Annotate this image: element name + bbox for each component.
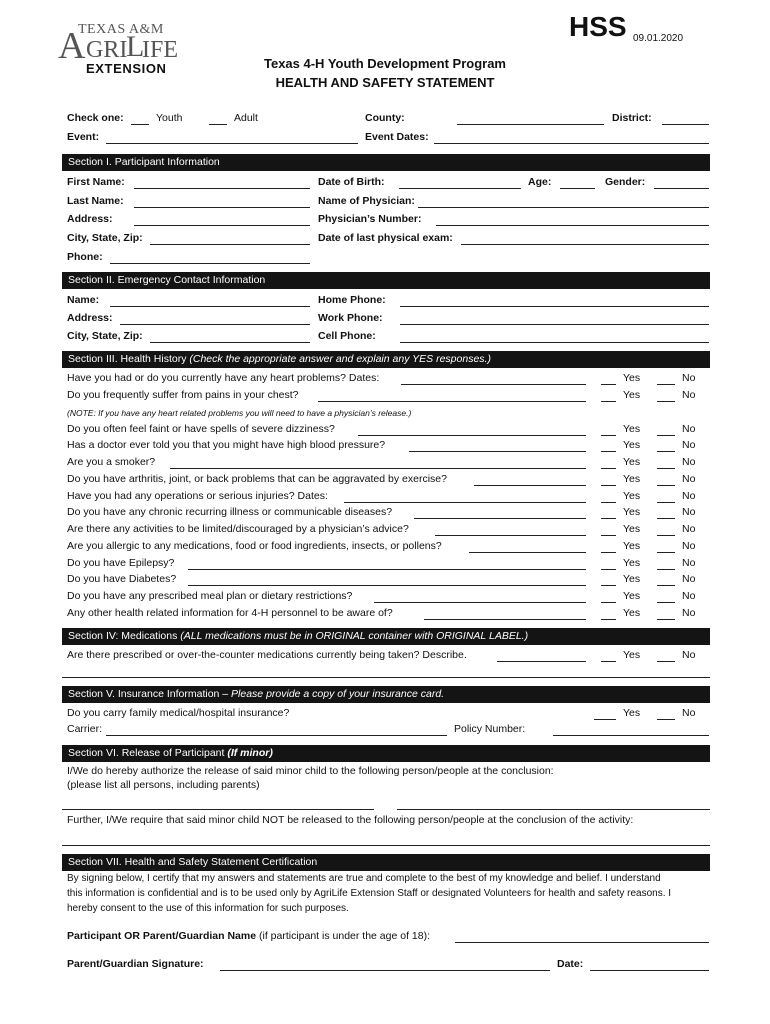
form-title-statement: HEALTH AND SAFETY STATEMENT bbox=[275, 75, 495, 90]
last-name-field[interactable] bbox=[134, 207, 310, 208]
gender-field[interactable] bbox=[654, 188, 709, 189]
health-no-checkbox-q12[interactable] bbox=[657, 585, 675, 586]
health-explain-field-q7[interactable] bbox=[344, 502, 586, 503]
health-no-label-q3: No bbox=[682, 423, 696, 435]
not-release-text: Further, I/We require that said minor child NOT be released to the following person/people at the conclusion of the activity: bbox=[67, 814, 634, 826]
medications-no-label: No bbox=[682, 649, 696, 661]
health-question-q11: Do you have Epilepsy? bbox=[67, 557, 175, 569]
release-text: I/We do hereby authorize the release of said minor child to the following person/people at the conclusion: bbox=[67, 765, 554, 777]
health-explain-field-q11[interactable] bbox=[188, 569, 586, 570]
form-code: HSS bbox=[569, 11, 627, 42]
check-one-label: Check one: bbox=[67, 112, 124, 124]
release-person-field-1[interactable] bbox=[62, 809, 374, 810]
certification-line-3: hereby consent to the use of this information for such purposes. bbox=[67, 903, 349, 914]
section-6-note: (If minor) bbox=[227, 747, 273, 759]
health-yes-label-q1: Yes bbox=[623, 372, 641, 384]
section-5-title: Section V. Insurance Information – bbox=[68, 688, 229, 700]
health-yes-checkbox-q7[interactable] bbox=[601, 502, 616, 503]
policy-label: Policy Number: bbox=[454, 723, 526, 735]
physician-number-label: Physician’s Number: bbox=[318, 213, 422, 225]
youth-label: Youth bbox=[156, 112, 183, 124]
insurance-question: Do you carry family medical/hospital insurance? bbox=[67, 707, 290, 719]
carrier-field[interactable] bbox=[106, 735, 447, 736]
health-explain-field-q12[interactable] bbox=[188, 585, 586, 586]
health-yes-checkbox-q12[interactable] bbox=[601, 585, 616, 586]
ec-address-field[interactable] bbox=[120, 324, 310, 325]
event-dates-field[interactable] bbox=[434, 143, 709, 144]
gender-label: Gender: bbox=[605, 176, 646, 188]
medications-field[interactable] bbox=[497, 661, 586, 662]
last-physical-label: Date of last physical exam: bbox=[318, 232, 453, 244]
county-label: County: bbox=[365, 112, 405, 124]
form-title-program: Texas 4-H Youth Development Program bbox=[263, 56, 506, 71]
health-question-q8: Do you have any chronic recurring illness or communicable diseases? bbox=[67, 506, 393, 518]
section-5-note: Please provide a copy of your insurance card. bbox=[231, 688, 445, 700]
last-name-label: Last Name: bbox=[67, 195, 124, 207]
health-question-q7: Have you had any operations or serious injuries? Dates: bbox=[67, 490, 328, 502]
participant-name-note: (if participant is under the age of 18): bbox=[258, 930, 430, 942]
first-name-field[interactable] bbox=[134, 188, 310, 189]
insurance-yes-label: Yes bbox=[623, 707, 641, 719]
home-phone-field[interactable] bbox=[400, 306, 709, 307]
city-label: City, State, Zip: bbox=[67, 232, 143, 244]
signature-label: Parent/Guardian Signature: bbox=[67, 958, 204, 970]
health-explain-field-q8[interactable] bbox=[414, 518, 586, 519]
date-label: Date: bbox=[557, 958, 584, 970]
health-no-checkbox-q14[interactable] bbox=[657, 619, 675, 620]
health-explain-field-q10[interactable] bbox=[469, 552, 586, 553]
health-explain-field-q9[interactable] bbox=[435, 535, 586, 536]
last-physical-field[interactable] bbox=[461, 244, 709, 245]
section-2-header: Section II. Emergency Contact Information bbox=[62, 272, 710, 289]
release-text-note: (please list all persons, including parents) bbox=[67, 779, 260, 791]
health-no-checkbox-q1[interactable] bbox=[657, 384, 675, 385]
date-field[interactable] bbox=[590, 970, 709, 971]
health-yes-label-q12: Yes bbox=[623, 573, 641, 585]
health-question-q12: Do you have Diabetes? bbox=[67, 573, 177, 585]
section-4-header bbox=[62, 628, 710, 645]
health-explain-field-q13[interactable] bbox=[374, 602, 586, 603]
health-explain-field-q1[interactable] bbox=[401, 384, 586, 385]
section-5-header bbox=[62, 686, 710, 703]
health-yes-checkbox-q2[interactable] bbox=[601, 401, 616, 402]
health-yes-checkbox-q10[interactable] bbox=[601, 552, 616, 553]
health-question-q4: Has a doctor ever told you that you might have high blood pressure? bbox=[67, 439, 386, 451]
health-no-label-q8: No bbox=[682, 506, 696, 518]
health-yes-label-q7: Yes bbox=[623, 490, 641, 502]
health-yes-checkbox-q11[interactable] bbox=[601, 569, 616, 570]
event-dates-label: Event Dates: bbox=[365, 131, 429, 143]
health-yes-checkbox-q1[interactable] bbox=[601, 384, 616, 385]
section-3-header bbox=[62, 351, 710, 368]
health-no-checkbox-q2[interactable] bbox=[657, 401, 675, 402]
health-yes-checkbox-q5[interactable] bbox=[601, 468, 616, 469]
health-question-q3: Do you often feel faint or have spells of severe dizziness? bbox=[67, 423, 335, 435]
health-yes-label-q8: Yes bbox=[623, 506, 641, 518]
form-date: 09.01.2020 bbox=[633, 33, 684, 44]
medications-question: Are there prescribed or over-the-counter medications currently being taken? Describe. bbox=[67, 649, 467, 661]
health-yes-checkbox-q13[interactable] bbox=[601, 602, 616, 603]
district-field[interactable] bbox=[662, 124, 709, 125]
health-question-q1: Have you had or do you currently have any heart problems? Dates: bbox=[67, 372, 380, 384]
health-yes-checkbox-q3[interactable] bbox=[601, 435, 616, 436]
health-explain-field-q6[interactable] bbox=[474, 485, 586, 486]
health-no-label-q1: No bbox=[682, 372, 696, 384]
health-yes-label-q2: Yes bbox=[623, 389, 641, 401]
health-yes-label-q4: Yes bbox=[623, 439, 641, 451]
physician-label: Name of Physician: bbox=[318, 195, 415, 207]
address-label: Address: bbox=[67, 213, 113, 225]
health-explain-field-q3[interactable] bbox=[358, 435, 586, 436]
first-name-label: First Name: bbox=[67, 176, 125, 188]
health-explain-field-q5[interactable] bbox=[170, 468, 586, 469]
participant-name-label: Participant OR Parent/Guardian Name bbox=[67, 930, 257, 942]
dob-label: Date of Birth: bbox=[318, 176, 385, 188]
health-no-label-q12: No bbox=[682, 573, 696, 585]
event-label: Event: bbox=[67, 131, 100, 143]
section-6-title: Section VI. Release of Participant bbox=[68, 747, 225, 759]
heart-note: (NOTE: If you have any heart related problems you will need to have a physician’s release.) bbox=[67, 408, 412, 418]
signature-field[interactable] bbox=[220, 970, 550, 971]
work-phone-field[interactable] bbox=[400, 324, 709, 325]
physician-number-field[interactable] bbox=[436, 225, 709, 226]
logo-l-letter: L bbox=[126, 30, 145, 63]
age-label: Age: bbox=[528, 176, 552, 188]
certification-line-2: this information is confidential and is to be used only by AgriLife Extension Staff or designated Volunteers for health and safety reasons. I bbox=[67, 888, 672, 899]
ec-city-label: City, State, Zip: bbox=[67, 330, 143, 342]
physician-field[interactable] bbox=[418, 207, 709, 208]
health-no-label-q14: No bbox=[682, 607, 696, 619]
health-question-q6: Do you have arthritis, joint, or back problems that can be aggravated by exercise? bbox=[67, 473, 447, 485]
event-field[interactable] bbox=[106, 143, 358, 144]
health-yes-checkbox-q9[interactable] bbox=[601, 535, 616, 536]
section-4-title: Section IV: Medications bbox=[68, 630, 178, 642]
dob-field[interactable] bbox=[399, 188, 521, 189]
health-no-checkbox-q6[interactable] bbox=[657, 485, 675, 486]
carrier-label: Carrier: bbox=[67, 723, 103, 735]
health-no-label-q10: No bbox=[682, 540, 696, 552]
home-phone-label: Home Phone: bbox=[318, 294, 386, 306]
health-no-checkbox-q4[interactable] bbox=[657, 451, 675, 452]
phone-label: Phone: bbox=[67, 251, 103, 263]
health-yes-label-q14: Yes bbox=[623, 607, 641, 619]
policy-field[interactable] bbox=[553, 735, 709, 736]
health-yes-checkbox-q8[interactable] bbox=[601, 518, 616, 519]
not-release-field[interactable] bbox=[62, 845, 710, 846]
health-no-label-q9: No bbox=[682, 523, 696, 535]
health-yes-label-q3: Yes bbox=[623, 423, 641, 435]
section-7-header: Section VII. Health and Safety Statement Certification bbox=[62, 854, 710, 871]
health-no-label-q7: No bbox=[682, 490, 696, 502]
section-6-header bbox=[62, 745, 710, 762]
adult-label: Adult bbox=[234, 112, 258, 124]
health-no-label-q11: No bbox=[682, 557, 696, 569]
health-yes-label-q6: Yes bbox=[623, 473, 641, 485]
participant-name-row bbox=[67, 930, 430, 943]
ec-address-label: Address: bbox=[67, 312, 113, 324]
health-question-q14: Any other health related information for 4-H personnel to be aware of? bbox=[67, 607, 393, 619]
health-no-checkbox-q7[interactable] bbox=[657, 502, 675, 503]
age-field[interactable] bbox=[560, 188, 595, 189]
section-1-header: Section I. Participant Information bbox=[62, 154, 710, 171]
health-yes-checkbox-q6[interactable] bbox=[601, 485, 616, 486]
cell-phone-field[interactable] bbox=[400, 342, 709, 343]
health-yes-label-q11: Yes bbox=[623, 557, 641, 569]
health-no-label-q6: No bbox=[682, 473, 696, 485]
health-no-checkbox-q11[interactable] bbox=[657, 569, 675, 570]
health-yes-checkbox-q4[interactable] bbox=[601, 451, 616, 452]
city-field[interactable] bbox=[150, 244, 310, 245]
health-yes-label-q10: Yes bbox=[623, 540, 641, 552]
ec-city-field[interactable] bbox=[150, 342, 310, 343]
medications-yes-label: Yes bbox=[623, 649, 641, 661]
certification-line-1: By signing below, I certify that my answers and statements are true and complete to the best of my knowledge and belief. I understand bbox=[67, 873, 661, 884]
health-no-checkbox-q3[interactable] bbox=[657, 435, 675, 436]
youth-checkbox[interactable] bbox=[131, 124, 149, 125]
medications-extra-line[interactable] bbox=[62, 677, 710, 678]
health-no-checkbox-q8[interactable] bbox=[657, 518, 675, 519]
ec-name-field[interactable] bbox=[110, 306, 310, 307]
health-question-q9: Are there any activities to be limited/discouraged by a physician’s advice? bbox=[67, 523, 409, 535]
section-3-title: Section III. Health History bbox=[68, 353, 187, 365]
phone-field[interactable] bbox=[110, 263, 310, 264]
health-question-q10: Are you allergic to any medications, food or food ingredients, insects, or pollens? bbox=[67, 540, 442, 552]
district-label: District: bbox=[612, 112, 652, 124]
logo-gri: GRI bbox=[86, 37, 128, 63]
health-question-q13: Do you have any prescribed meal plan or dietary restrictions? bbox=[67, 590, 353, 602]
health-explain-field-q4[interactable] bbox=[409, 451, 586, 452]
health-yes-checkbox-q14[interactable] bbox=[601, 619, 616, 620]
section-4-note: (ALL medications must be in ORIGINAL container with ORIGINAL LABEL.) bbox=[180, 630, 529, 642]
logo-texas-am: TEXAS A&M bbox=[78, 22, 164, 37]
logo-extension: EXTENSION bbox=[86, 61, 167, 76]
health-no-label-q13: No bbox=[682, 590, 696, 602]
health-no-checkbox-q10[interactable] bbox=[657, 552, 675, 553]
medications-yes-checkbox[interactable] bbox=[601, 661, 616, 662]
health-question-q2: Do you frequently suffer from pains in your chest? bbox=[67, 389, 299, 401]
health-yes-label-q9: Yes bbox=[623, 523, 641, 535]
release-person-field-2[interactable] bbox=[397, 809, 710, 810]
health-explain-field-q14[interactable] bbox=[424, 619, 586, 620]
health-no-label-q4: No bbox=[682, 439, 696, 451]
health-no-checkbox-q13[interactable] bbox=[657, 602, 675, 603]
insurance-yes-checkbox[interactable] bbox=[594, 719, 616, 720]
insurance-no-label: No bbox=[682, 707, 696, 719]
ec-name-label: Name: bbox=[67, 294, 100, 306]
logo-ife: IFE bbox=[142, 37, 178, 63]
health-yes-label-q5: Yes bbox=[623, 456, 641, 468]
section-3-note: (Check the appropriate answer and explain any YES responses.) bbox=[189, 353, 491, 365]
insurance-no-checkbox[interactable] bbox=[657, 719, 675, 720]
health-explain-field-q2[interactable] bbox=[318, 401, 586, 402]
work-phone-label: Work Phone: bbox=[318, 312, 383, 324]
health-question-q5: Are you a smoker? bbox=[67, 456, 156, 468]
health-no-label-q5: No bbox=[682, 456, 696, 468]
cell-phone-label: Cell Phone: bbox=[318, 330, 376, 342]
health-no-checkbox-q9[interactable] bbox=[657, 535, 675, 536]
participant-name-field[interactable] bbox=[455, 942, 709, 943]
health-no-checkbox-q5[interactable] bbox=[657, 468, 675, 469]
address-field[interactable] bbox=[134, 225, 310, 226]
county-field[interactable] bbox=[457, 124, 604, 125]
medications-no-checkbox[interactable] bbox=[657, 661, 675, 662]
health-no-label-q2: No bbox=[682, 389, 696, 401]
adult-checkbox[interactable] bbox=[209, 124, 227, 125]
logo-a-letter: A bbox=[58, 25, 86, 67]
health-yes-label-q13: Yes bbox=[623, 590, 641, 602]
